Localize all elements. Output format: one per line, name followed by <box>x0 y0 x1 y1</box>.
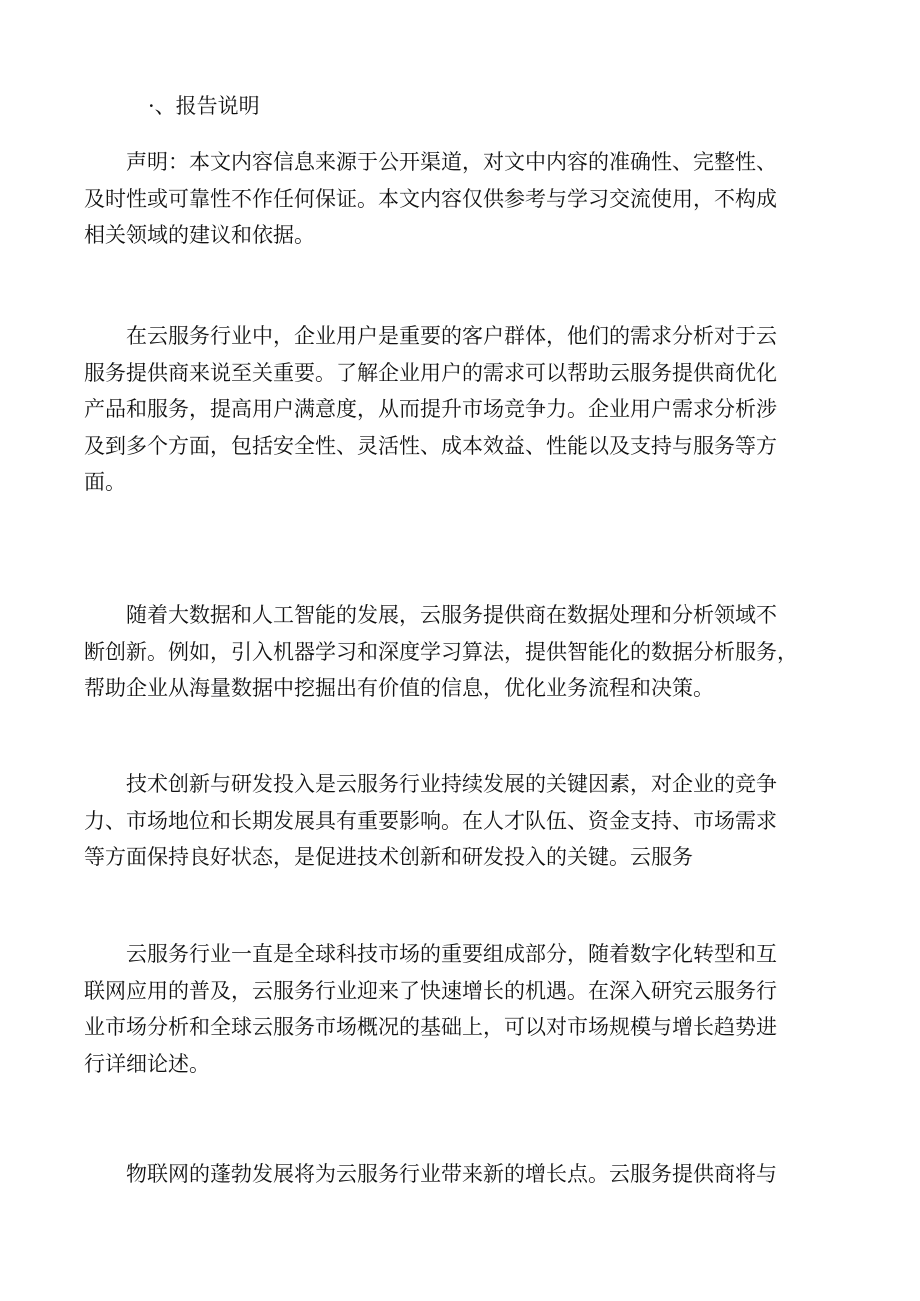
paragraph-line: 产品和服务，提高用户满意度，从而提升市场竞争力。企业用户需求分析涉 <box>84 397 777 421</box>
paragraph-enterprise-users <box>0 318 920 501</box>
paragraph-line: 业市场分析和全球云服务市场概况的基础上，可以对市场规模与增长趋势进 <box>84 1015 777 1039</box>
paragraph-innovation <box>0 766 920 876</box>
paragraph-line: 帮助企业从海量数据中挖掘出有价值的信息，优化业务流程和决策。 <box>84 676 714 700</box>
paragraph-line: 行详细论述。 <box>84 1051 210 1076</box>
paragraph-line: 相关领域的建议和依据。 <box>84 223 315 247</box>
paragraph-iot <box>0 1156 920 1193</box>
paragraph-line: 力、市场地位和长期发展具有重要影响。在人才队伍、资金支持、市场需求 <box>84 808 777 833</box>
paragraph-line: 服务提供商来说至关重要。了解企业用户的需求可以帮助云服务提供商优化 <box>84 360 777 385</box>
paragraph-line: 及到多个方面，包括安全性、灵活性、成本效益、性能以及支持与服务等方 <box>84 433 777 458</box>
paragraph-line: 等方面保持良好状态，是促进技术创新和研发投入的关键。云服务 <box>84 845 693 869</box>
paragraph-disclaimer <box>0 144 920 254</box>
paragraph-market-overview <box>0 936 920 1082</box>
paragraph-line: 及时性或可靠性不作任何保证。本文内容仅供参考与学习交流使用，不构成 <box>84 186 777 211</box>
paragraph-line: 物联网的蓬勃发展将为云服务行业带来新的增长点。云服务提供商将与 <box>126 1162 777 1186</box>
paragraph-line: 面。 <box>84 470 126 494</box>
paragraph-big-data <box>0 597 920 707</box>
paragraph-line: 云服务行业一直是全球科技市场的重要组成部分，随着数字化转型和互 <box>126 942 777 966</box>
paragraph-line: 技术创新与研发投入是云服务行业持续发展的关键因素，对企业的竞争 <box>126 772 777 796</box>
paragraph-line: 断创新。例如，引入机器学习和深度学习算法，提供智能化的数据分析服务， <box>84 639 798 664</box>
paragraph-line: 在云服务行业中，企业用户是重要的客户群体，他们的需求分析对于云 <box>126 324 777 348</box>
paragraph-line: 联网应用的普及，云服务行业迎来了快速增长的机遇。在深入研究云服务行 <box>84 978 777 1003</box>
paragraph-line: 声明：本文内容信息来源于公开渠道，对文中内容的准确性、完整性、 <box>126 150 777 174</box>
paragraph-line: 随着大数据和人工智能的发展，云服务提供商在数据处理和分析领域不 <box>126 603 777 627</box>
section-heading: ·、报告说明 <box>148 94 260 118</box>
